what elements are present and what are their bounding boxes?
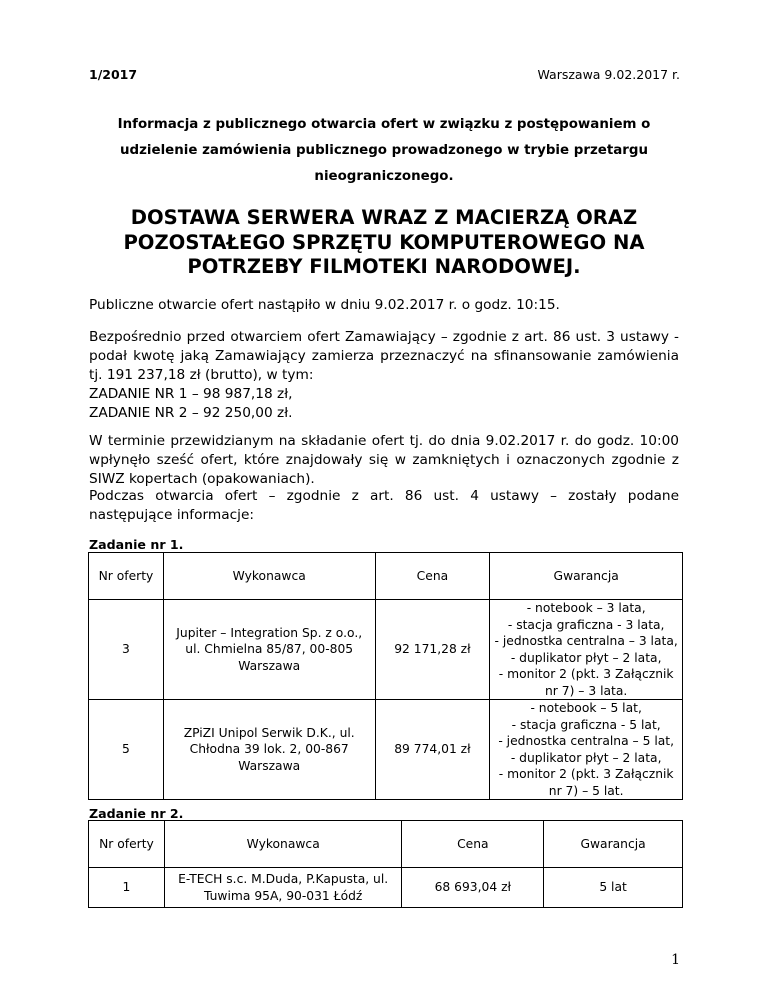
warranty-line: - monitor 2 (pkt. 3 Załącznik nr 7) – 5 lat.	[498, 767, 674, 798]
warranty: 5 lat	[544, 868, 683, 908]
main-title-line: DOSTAWA SERWERA WRAZ Z MACIERZĄ ORAZ	[130, 206, 638, 229]
warranty-line: - duplikator płyt – 2 lata,	[510, 650, 662, 665]
warranty-line: - monitor 2 (pkt. 3 Załącznik nr 7) – 3 lata.	[498, 667, 674, 698]
contractor: Jupiter – Integration Sp. z o.o., ul. Chmielna 85/87, 00-805 Warszawa	[163, 600, 375, 700]
paragraph-opening	[89, 296, 679, 315]
warranty-line: - notebook – 3 lata,	[526, 601, 646, 615]
paragraph-line: ZADANIE NR 1 – 98 987,18 zł,	[89, 386, 293, 402]
warranty-line: - stacja graficzna - 3 lata,	[507, 617, 665, 632]
paragraph-line: ZADANIE NR 2 – 92 250,00 zł.	[89, 405, 293, 421]
main-title	[89, 206, 679, 280]
header-cell-contractor: Wykonawca	[164, 821, 402, 868]
paragraph-line: tj. 191 237,18 zł (brutto), w tym:	[89, 367, 314, 383]
main-title-line: POTRZEBY FILMOTEKI NARODOWEJ.	[187, 255, 581, 278]
offer-number: 3	[89, 600, 164, 700]
info-title-line: nieograniczonego.	[314, 169, 454, 184]
paragraph-deadline	[89, 432, 679, 489]
header-cell-price: Cena	[375, 553, 490, 600]
header-cell-warranty: Gwarancja	[544, 821, 683, 868]
document-number: 1/2017	[89, 67, 138, 82]
main-title-line: POZOSTAŁEGO SPRZĘTU KOMPUTEROWEGO NA	[123, 230, 645, 254]
header-cell-price: Cena	[402, 821, 544, 868]
task2-label: Zadanie nr 2.	[89, 806, 184, 821]
header-cell-nr: Nr oferty	[89, 821, 165, 868]
table-header-row	[89, 553, 683, 600]
price: 92 171,28 zł	[375, 600, 490, 700]
paragraph-line: Publiczne otwarcie ofert nastąpiło w dniu 9.02.2017 r. o godz. 10:15.	[89, 297, 560, 313]
paragraph-line: wpłynęło sześć ofert, które znajdowały się w zamkniętych i oznaczonych zgodnie z	[89, 452, 679, 468]
table-header-row	[89, 821, 683, 868]
warranty-line: - jednostka centralna – 5 lat,	[498, 734, 674, 748]
warranty	[490, 600, 683, 700]
price: 89 774,01 zł	[375, 700, 490, 800]
header-cell-nr: Nr oferty	[89, 553, 164, 600]
warranty-line: - stacja graficzna - 5 lat,	[511, 717, 661, 732]
header-cell-warranty: Gwarancja	[490, 553, 683, 600]
info-title-line: Informacja z publicznego otwarcia ofert w związku z postępowaniem o	[117, 117, 651, 132]
offer-number: 5	[89, 700, 164, 800]
price: 68 693,04 zł	[402, 868, 544, 908]
offer-number: 1	[89, 868, 165, 908]
paragraph-line: W terminie przewidzianym na składanie ofert tj. do dnia 9.02.2017 r. do godz. 10:00	[89, 433, 679, 449]
paragraph-info	[89, 487, 679, 525]
paragraph-line: Podczas otwarcia ofert – zgodnie z art. 86 ust. 4 ustawy – zostały podane	[89, 488, 679, 504]
info-title-line: udzielenie zamówienia publicznego prowadzonego w trybie przetargu	[120, 143, 648, 158]
contractor: E-TECH s.c. M.Duda, P.Kapusta, ul. Tuwima 95A, 90-031 Łódź	[164, 868, 402, 908]
paragraph-line: SIWZ kopertach (opakowaniach).	[89, 471, 315, 487]
task1-table	[88, 552, 683, 800]
warranty	[490, 700, 683, 800]
place-date: Warszawa 9.02.2017 r.	[537, 67, 680, 82]
task2-table	[88, 820, 683, 908]
warranty-line: - notebook – 5 lat,	[530, 701, 642, 715]
task1-label: Zadanie nr 1.	[89, 537, 184, 552]
warranty-line: - jednostka centralna – 3 lata,	[494, 634, 678, 648]
table-row	[89, 868, 683, 908]
header-cell-contractor: Wykonawca	[163, 553, 375, 600]
paragraph-line: następujące informacje:	[89, 507, 254, 523]
table-row	[89, 700, 683, 800]
info-title	[89, 112, 679, 190]
page-number: 1	[671, 952, 680, 968]
contractor: ZPiZI Unipol Serwik D.K., ul. Chłodna 39 lok. 2, 00-867 Warszawa	[163, 700, 375, 800]
paragraph-budget	[89, 328, 679, 423]
warranty-line: - duplikator płyt – 2 lata,	[510, 750, 662, 765]
paragraph-line: Bezpośrednio przed otwarciem ofert Zamawiający – zgodnie z art. 86 ust. 3 ustawy -	[89, 329, 679, 345]
paragraph-line: podał kwotę jaką Zamawiający zamierza przeznaczyć na sfinansowanie zamówienia	[89, 348, 679, 364]
table-row	[89, 600, 683, 700]
